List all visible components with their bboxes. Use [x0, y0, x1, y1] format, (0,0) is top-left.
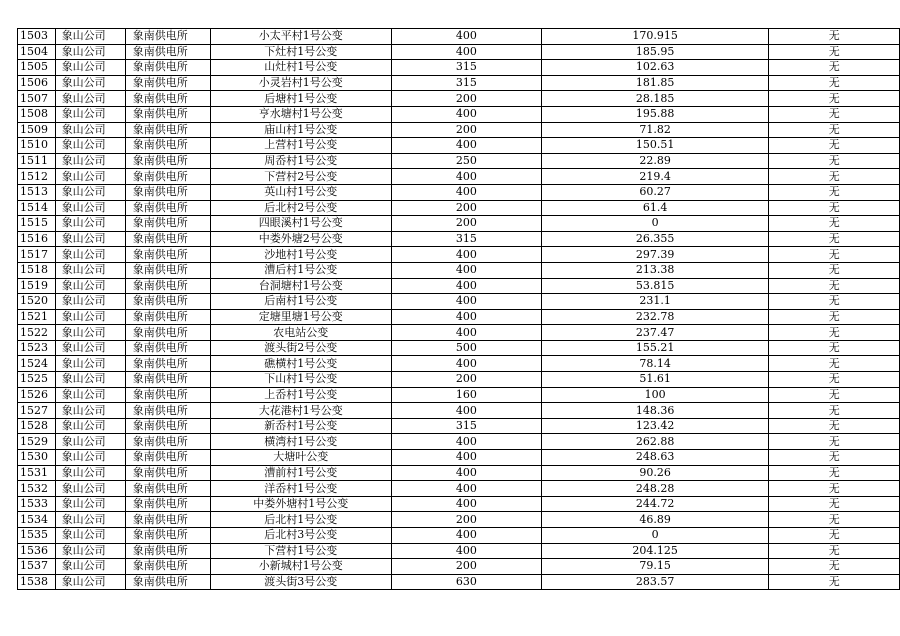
table-row	[18, 574, 900, 590]
company-cell: 象山公司	[55, 138, 125, 154]
station-cell: 象南供电所	[125, 481, 210, 497]
remark-cell: 无	[769, 231, 900, 247]
table-row	[18, 278, 900, 294]
company-cell: 象山公司	[55, 372, 125, 388]
row-number: 1532	[18, 481, 56, 497]
table-row	[18, 340, 900, 356]
table-row	[18, 496, 900, 512]
capacity-cell: 400	[391, 184, 541, 200]
transformer-name-cell: 后北村2号公变	[210, 200, 391, 216]
load-cell: 61.4	[541, 200, 769, 216]
table-row	[18, 294, 900, 310]
company-cell: 象山公司	[55, 153, 125, 169]
remark-cell: 无	[769, 528, 900, 544]
table-row	[18, 200, 900, 216]
row-number: 1533	[18, 496, 56, 512]
table-row	[18, 403, 900, 419]
table-row	[18, 216, 900, 232]
company-cell: 象山公司	[55, 200, 125, 216]
capacity-cell: 400	[391, 262, 541, 278]
table-row	[18, 356, 900, 372]
remark-cell: 无	[769, 434, 900, 450]
company-cell: 象山公司	[55, 387, 125, 403]
transformer-name-cell: 后北村3号公变	[210, 528, 391, 544]
transformer-name-cell: 下营村2号公变	[210, 169, 391, 185]
table-row	[18, 418, 900, 434]
station-cell: 象南供电所	[125, 169, 210, 185]
row-number: 1504	[18, 44, 56, 60]
capacity-cell: 400	[391, 356, 541, 372]
capacity-cell: 315	[391, 75, 541, 91]
capacity-cell: 400	[391, 465, 541, 481]
remark-cell: 无	[769, 29, 900, 45]
station-cell: 象南供电所	[125, 138, 210, 154]
company-cell: 象山公司	[55, 450, 125, 466]
company-cell: 象山公司	[55, 247, 125, 263]
company-cell: 象山公司	[55, 465, 125, 481]
capacity-cell: 400	[391, 403, 541, 419]
load-cell: 123.42	[541, 418, 769, 434]
load-cell: 213.38	[541, 262, 769, 278]
capacity-cell: 400	[391, 481, 541, 497]
remark-cell: 无	[769, 106, 900, 122]
station-cell: 象南供电所	[125, 543, 210, 559]
remark-cell: 无	[769, 418, 900, 434]
remark-cell: 无	[769, 496, 900, 512]
load-cell: 232.78	[541, 309, 769, 325]
row-number: 1528	[18, 418, 56, 434]
station-cell: 象南供电所	[125, 184, 210, 200]
company-cell: 象山公司	[55, 528, 125, 544]
transformer-name-cell: 小灵岩村1号公变	[210, 75, 391, 91]
station-cell: 象南供电所	[125, 465, 210, 481]
remark-cell: 无	[769, 122, 900, 138]
station-cell: 象南供电所	[125, 75, 210, 91]
transformer-name-cell: 沙地村1号公变	[210, 247, 391, 263]
transformer-name-cell: 下营村1号公变	[210, 543, 391, 559]
transformer-table	[17, 28, 900, 590]
remark-cell: 无	[769, 278, 900, 294]
company-cell: 象山公司	[55, 294, 125, 310]
company-cell: 象山公司	[55, 29, 125, 45]
table-row	[18, 543, 900, 559]
capacity-cell: 315	[391, 231, 541, 247]
transformer-name-cell: 农电站公变	[210, 325, 391, 341]
company-cell: 象山公司	[55, 434, 125, 450]
row-number: 1536	[18, 543, 56, 559]
remark-cell: 无	[769, 481, 900, 497]
transformer-name-cell: 亨水塘村1号公变	[210, 106, 391, 122]
row-number: 1525	[18, 372, 56, 388]
transformer-name-cell: 礁横村1号公变	[210, 356, 391, 372]
capacity-cell: 200	[391, 91, 541, 107]
capacity-cell: 400	[391, 247, 541, 263]
capacity-cell: 200	[391, 200, 541, 216]
company-cell: 象山公司	[55, 512, 125, 528]
load-cell: 297.39	[541, 247, 769, 263]
load-cell: 51.61	[541, 372, 769, 388]
load-cell: 181.85	[541, 75, 769, 91]
company-cell: 象山公司	[55, 122, 125, 138]
transformer-name-cell: 后塘村1号公变	[210, 91, 391, 107]
table-row	[18, 262, 900, 278]
table-row	[18, 75, 900, 91]
load-cell: 150.51	[541, 138, 769, 154]
capacity-cell: 250	[391, 153, 541, 169]
company-cell: 象山公司	[55, 356, 125, 372]
capacity-cell: 200	[391, 512, 541, 528]
company-cell: 象山公司	[55, 496, 125, 512]
row-number: 1538	[18, 574, 56, 590]
row-number: 1516	[18, 231, 56, 247]
remark-cell: 无	[769, 153, 900, 169]
capacity-cell: 160	[391, 387, 541, 403]
load-cell: 219.4	[541, 169, 769, 185]
capacity-cell: 400	[391, 294, 541, 310]
load-cell: 283.57	[541, 574, 769, 590]
row-number: 1508	[18, 106, 56, 122]
station-cell: 象南供电所	[125, 106, 210, 122]
capacity-cell: 400	[391, 278, 541, 294]
table-row	[18, 481, 900, 497]
load-cell: 79.15	[541, 559, 769, 575]
remark-cell: 无	[769, 450, 900, 466]
capacity-cell: 400	[391, 528, 541, 544]
remark-cell: 无	[769, 60, 900, 76]
table-row	[18, 325, 900, 341]
station-cell: 象南供电所	[125, 356, 210, 372]
row-number: 1519	[18, 278, 56, 294]
remark-cell: 无	[769, 75, 900, 91]
table-row	[18, 528, 900, 544]
company-cell: 象山公司	[55, 403, 125, 419]
remark-cell: 无	[769, 325, 900, 341]
transformer-name-cell: 周岙村1号公变	[210, 153, 391, 169]
row-number: 1514	[18, 200, 56, 216]
station-cell: 象南供电所	[125, 418, 210, 434]
table-row	[18, 247, 900, 263]
load-cell: 28.185	[541, 91, 769, 107]
row-number: 1506	[18, 75, 56, 91]
row-number: 1520	[18, 294, 56, 310]
row-number: 1526	[18, 387, 56, 403]
station-cell: 象南供电所	[125, 122, 210, 138]
remark-cell: 无	[769, 216, 900, 232]
remark-cell: 无	[769, 138, 900, 154]
load-cell: 90.26	[541, 465, 769, 481]
company-cell: 象山公司	[55, 169, 125, 185]
load-cell: 22.89	[541, 153, 769, 169]
company-cell: 象山公司	[55, 574, 125, 590]
table-row	[18, 169, 900, 185]
load-cell: 244.72	[541, 496, 769, 512]
capacity-cell: 400	[391, 106, 541, 122]
table-row	[18, 231, 900, 247]
station-cell: 象南供电所	[125, 403, 210, 419]
remark-cell: 无	[769, 543, 900, 559]
transformer-name-cell: 上岙村1号公变	[210, 387, 391, 403]
transformer-name-cell: 漕后村1号公变	[210, 262, 391, 278]
row-number: 1512	[18, 169, 56, 185]
capacity-cell: 630	[391, 574, 541, 590]
transformer-name-cell: 小太平村1号公变	[210, 29, 391, 45]
row-number: 1518	[18, 262, 56, 278]
capacity-cell: 315	[391, 418, 541, 434]
station-cell: 象南供电所	[125, 372, 210, 388]
transformer-name-cell: 定塘里塘1号公变	[210, 309, 391, 325]
capacity-cell: 400	[391, 44, 541, 60]
table-row	[18, 138, 900, 154]
transformer-name-cell: 山灶村1号公变	[210, 60, 391, 76]
capacity-cell: 400	[391, 138, 541, 154]
row-number: 1535	[18, 528, 56, 544]
row-number: 1521	[18, 309, 56, 325]
company-cell: 象山公司	[55, 543, 125, 559]
capacity-cell: 400	[391, 325, 541, 341]
transformer-name-cell: 横湾村1号公变	[210, 434, 391, 450]
capacity-cell: 400	[391, 434, 541, 450]
station-cell: 象南供电所	[125, 278, 210, 294]
station-cell: 象南供电所	[125, 231, 210, 247]
transformer-name-cell: 后北村1号公变	[210, 512, 391, 528]
row-number: 1517	[18, 247, 56, 263]
capacity-cell: 200	[391, 122, 541, 138]
remark-cell: 无	[769, 44, 900, 60]
company-cell: 象山公司	[55, 91, 125, 107]
load-cell: 0	[541, 216, 769, 232]
capacity-cell: 400	[391, 543, 541, 559]
company-cell: 象山公司	[55, 75, 125, 91]
row-number: 1534	[18, 512, 56, 528]
table-row	[18, 29, 900, 45]
load-cell: 53.815	[541, 278, 769, 294]
station-cell: 象南供电所	[125, 153, 210, 169]
remark-cell: 无	[769, 262, 900, 278]
station-cell: 象南供电所	[125, 496, 210, 512]
load-cell: 248.28	[541, 481, 769, 497]
remark-cell: 无	[769, 559, 900, 575]
capacity-cell: 400	[391, 496, 541, 512]
remark-cell: 无	[769, 309, 900, 325]
capacity-cell: 200	[391, 216, 541, 232]
company-cell: 象山公司	[55, 106, 125, 122]
station-cell: 象南供电所	[125, 309, 210, 325]
transformer-name-cell: 庙山村1号公变	[210, 122, 391, 138]
remark-cell: 无	[769, 465, 900, 481]
load-cell: 195.88	[541, 106, 769, 122]
row-number: 1531	[18, 465, 56, 481]
load-cell: 262.88	[541, 434, 769, 450]
station-cell: 象南供电所	[125, 216, 210, 232]
station-cell: 象南供电所	[125, 91, 210, 107]
capacity-cell: 200	[391, 372, 541, 388]
row-number: 1524	[18, 356, 56, 372]
transformer-name-cell: 四眼溪村1号公变	[210, 216, 391, 232]
row-number: 1505	[18, 60, 56, 76]
station-cell: 象南供电所	[125, 247, 210, 263]
remark-cell: 无	[769, 294, 900, 310]
station-cell: 象南供电所	[125, 200, 210, 216]
load-cell: 231.1	[541, 294, 769, 310]
station-cell: 象南供电所	[125, 325, 210, 341]
table-row	[18, 91, 900, 107]
load-cell: 102.63	[541, 60, 769, 76]
row-number: 1529	[18, 434, 56, 450]
table-row	[18, 106, 900, 122]
transformer-name-cell: 中娄外塘2号公变	[210, 231, 391, 247]
company-cell: 象山公司	[55, 278, 125, 294]
capacity-cell: 200	[391, 559, 541, 575]
table-row	[18, 434, 900, 450]
transformer-name-cell: 英山村1号公变	[210, 184, 391, 200]
transformer-name-cell: 后南村1号公变	[210, 294, 391, 310]
capacity-cell: 400	[391, 29, 541, 45]
transformer-name-cell: 大塘叶公变	[210, 450, 391, 466]
remark-cell: 无	[769, 200, 900, 216]
remark-cell: 无	[769, 184, 900, 200]
remark-cell: 无	[769, 247, 900, 263]
table-row	[18, 512, 900, 528]
table-row	[18, 44, 900, 60]
company-cell: 象山公司	[55, 559, 125, 575]
table-row	[18, 387, 900, 403]
capacity-cell: 315	[391, 60, 541, 76]
station-cell: 象南供电所	[125, 387, 210, 403]
remark-cell: 无	[769, 372, 900, 388]
station-cell: 象南供电所	[125, 450, 210, 466]
transformer-name-cell: 下灶村1号公变	[210, 44, 391, 60]
station-cell: 象南供电所	[125, 294, 210, 310]
load-cell: 78.14	[541, 356, 769, 372]
load-cell: 237.47	[541, 325, 769, 341]
station-cell: 象南供电所	[125, 60, 210, 76]
load-cell: 100	[541, 387, 769, 403]
row-number: 1515	[18, 216, 56, 232]
capacity-cell: 500	[391, 340, 541, 356]
table-row	[18, 153, 900, 169]
company-cell: 象山公司	[55, 418, 125, 434]
row-number: 1537	[18, 559, 56, 575]
transformer-name-cell: 漕前村1号公变	[210, 465, 391, 481]
transformer-name-cell: 中娄外塘村1号公变	[210, 496, 391, 512]
station-cell: 象南供电所	[125, 559, 210, 575]
load-cell: 71.82	[541, 122, 769, 138]
table-row	[18, 465, 900, 481]
load-cell: 248.63	[541, 450, 769, 466]
table-row	[18, 372, 900, 388]
row-number: 1511	[18, 153, 56, 169]
capacity-cell: 400	[391, 309, 541, 325]
table-row	[18, 184, 900, 200]
load-cell: 170.915	[541, 29, 769, 45]
transformer-name-cell: 下山村1号公变	[210, 372, 391, 388]
company-cell: 象山公司	[55, 184, 125, 200]
load-cell: 0	[541, 528, 769, 544]
table-row	[18, 309, 900, 325]
row-number: 1527	[18, 403, 56, 419]
table-row	[18, 450, 900, 466]
load-cell: 155.21	[541, 340, 769, 356]
station-cell: 象南供电所	[125, 44, 210, 60]
station-cell: 象南供电所	[125, 528, 210, 544]
remark-cell: 无	[769, 169, 900, 185]
remark-cell: 无	[769, 340, 900, 356]
transformer-name-cell: 渡头街3号公变	[210, 574, 391, 590]
transformer-name-cell: 上营村1号公变	[210, 138, 391, 154]
remark-cell: 无	[769, 403, 900, 419]
load-cell: 204.125	[541, 543, 769, 559]
remark-cell: 无	[769, 91, 900, 107]
company-cell: 象山公司	[55, 216, 125, 232]
station-cell: 象南供电所	[125, 262, 210, 278]
transformer-name-cell: 洋岙村1号公变	[210, 481, 391, 497]
table-row	[18, 559, 900, 575]
company-cell: 象山公司	[55, 309, 125, 325]
capacity-cell: 400	[391, 450, 541, 466]
row-number: 1510	[18, 138, 56, 154]
company-cell: 象山公司	[55, 262, 125, 278]
transformer-name-cell: 新岙村1号公变	[210, 418, 391, 434]
transformer-name-cell: 渡头街2号公变	[210, 340, 391, 356]
transformer-name-cell: 大花港村1号公变	[210, 403, 391, 419]
company-cell: 象山公司	[55, 340, 125, 356]
load-cell: 46.89	[541, 512, 769, 528]
station-cell: 象南供电所	[125, 434, 210, 450]
company-cell: 象山公司	[55, 481, 125, 497]
station-cell: 象南供电所	[125, 29, 210, 45]
remark-cell: 无	[769, 574, 900, 590]
capacity-cell: 400	[391, 169, 541, 185]
load-cell: 148.36	[541, 403, 769, 419]
row-number: 1523	[18, 340, 56, 356]
row-number: 1507	[18, 91, 56, 107]
station-cell: 象南供电所	[125, 512, 210, 528]
station-cell: 象南供电所	[125, 574, 210, 590]
table-row	[18, 60, 900, 76]
company-cell: 象山公司	[55, 231, 125, 247]
remark-cell: 无	[769, 387, 900, 403]
table-row	[18, 122, 900, 138]
load-cell: 185.95	[541, 44, 769, 60]
transformer-name-cell: 小新城村1号公变	[210, 559, 391, 575]
row-number: 1522	[18, 325, 56, 341]
remark-cell: 无	[769, 512, 900, 528]
row-number: 1513	[18, 184, 56, 200]
load-cell: 60.27	[541, 184, 769, 200]
remark-cell: 无	[769, 356, 900, 372]
transformer-name-cell: 台洞塘村1号公变	[210, 278, 391, 294]
station-cell: 象南供电所	[125, 340, 210, 356]
company-cell: 象山公司	[55, 325, 125, 341]
company-cell: 象山公司	[55, 60, 125, 76]
row-number: 1503	[18, 29, 56, 45]
table-body	[18, 29, 900, 590]
row-number: 1530	[18, 450, 56, 466]
row-number: 1509	[18, 122, 56, 138]
load-cell: 26.355	[541, 231, 769, 247]
company-cell: 象山公司	[55, 44, 125, 60]
